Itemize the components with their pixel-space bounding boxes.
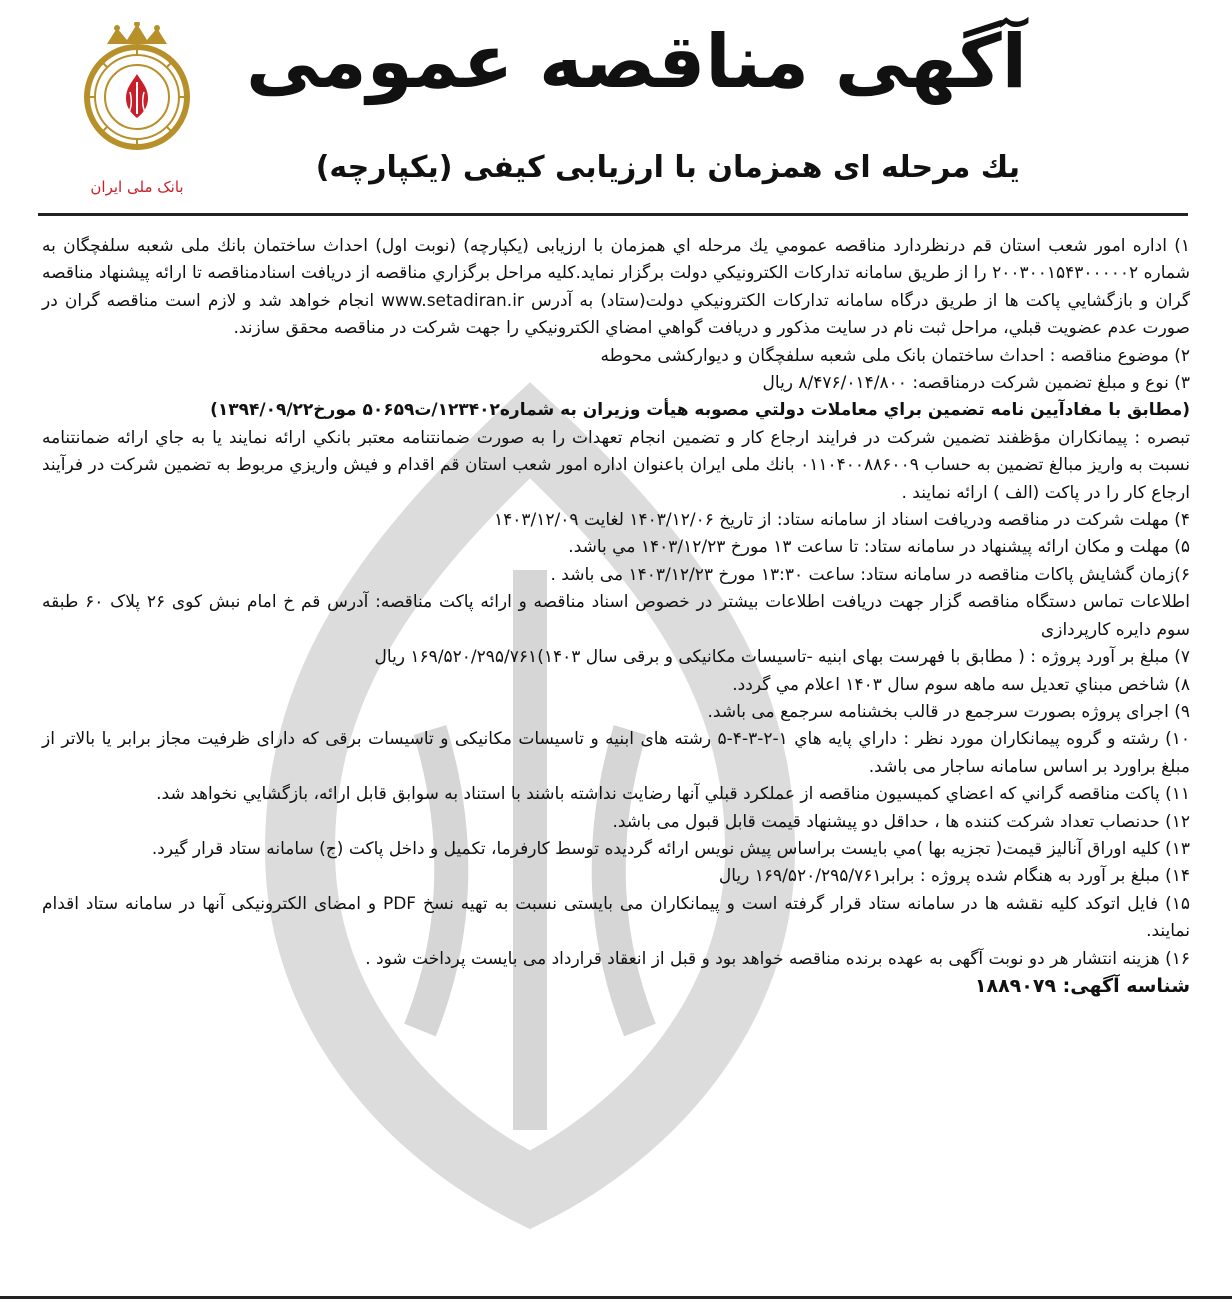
clause-10: ۱۰) رشته و گروه پيمانكاران مورد نظر : داراي پايه هاي ۱-۲-۳-۴-۵ رشته های ابنيه و تاسيسات مكانيكی و تاسيسات برقی كه دارای ظرفيت مجاز برابر يا بالاتر از مبلغ براورد بر اساس سامانه ساجار می باشد.: [42, 729, 1190, 777]
clause-12: ۱۲) حدنصاب تعداد شركت كننده ها ، حداقل دو پيشنهاد قيمت قابل قبول می باشد.: [612, 811, 1190, 832]
clause-14: ۱۴) مبلغ بر آورد به هنگام شده پروژه : برابر۱۶۹/۵۲۰/۲۹۵/۷۶۱ ريال: [718, 866, 1190, 887]
clause-3: ۳) نوع و مبلغ تضمين شركت درمناقصه: ۸/۴۷۶/۰۱۴/۸۰۰ ريال: [762, 373, 1190, 394]
contact-info: اطلاعات تماس دستگاه مناقصه گزار جهت دريافت اطلاعات بيشتر در خصوص اسناد مناقصه و ارائه پاكت مناقصه: آدرس قم خ امام نبش كوی ۲۶ پلاک ۶۰ طبقه سوم دايره كارپردازی: [42, 592, 1190, 640]
ad-identifier: شناسه آگهی: ۱۸۸۹۰۷۹: [974, 974, 1190, 997]
clause-8: ۸) شاخص مبناي تعديل سه ماهه سوم سال ۱۴۰۳ اعلام مي گردد.: [732, 674, 1190, 695]
bank-name-text: بانک ملی ایران: [90, 178, 184, 196]
bank-logo-icon: [82, 22, 192, 202]
clause-2: ۲) موضوع مناقصه : احداث ساختمان بانک ملی شعبه سلفچگان و ديواركشی محوطه: [600, 345, 1190, 366]
clause-5: ۵) مهلت و مكان ارائه پيشنهاد در سامانه ستاد: تا ساعت ۱۳ مورخ ۱۴۰۳/۱۲/۲۳ مي باشد.: [568, 537, 1190, 558]
notice-header: [0, 0, 1232, 215]
clause-13: ۱۳) كليه اوراق آناليز قيمت( تجزيه بها )مي بايست براساس پيش نويس ارائه گرديده توسط كارفرما، تكميل و داخل پاكت (ج) سامانه ستاد قرار گيرد.: [151, 838, 1190, 859]
clause-1: ۱) اداره امور شعب استان قم درنظردارد مناقصه عمومي يك مرحله اي همزمان با ارزيابی (يكپارچه) (نوبت اول) احداث ساختمان بانك ملی شعبه سلفچگان به شماره ۲۰۰۳۰۰۱۵۴۳۰۰۰۰۰۲ را از طريق سامانه تداركات الكترونيكي دولت برگزار نمايد.كليه مراحل برگزاري مناقصه از دريافت اسنادمناقصه تا ارائه پيشنهاد مناقصه گران و بازگشايي پاكت ها از طريق درگاه سامانه تداركات الكترونيكي دولت(ستاد) به آدرس www.setadiran.ir انجام خواهد شد و لازم است مناقصه گران در صورت عدم عضويت قبلي، مراحل ثبت نام در سايت مذكور و دريافت گواهي امضاي الكترونيكي را جهت شركت در مناقصه محقق سازند.: [42, 236, 1191, 339]
page-subtitle: يك مرحله ای همزمان با ارزيابی كيفی (يكپارچه): [315, 150, 1020, 185]
footer-divider: [0, 1296, 1232, 1299]
clause-6: ۶)زمان گشايش پاكات مناقصه در سامانه ستاد: ساعت ۱۳:۳۰ مورخ ۱۴۰۳/۱۲/۲۳ می باشد .: [550, 564, 1190, 585]
guarantee-regulation-note: (مطابق با مفادآيين نامه تضمين براي معاملات دولتي مصوبه هيأت وزيران به شماره۱۲۳۴۰۲/ت۵۰۶۵۹ مورخ۱۳۹۴/۰۹/۲۲): [210, 400, 1190, 421]
clause-11: ۱۱) پاكت مناقصه گراني كه اعضاي كميسيون مناقصه از عملكرد قبلي آنها رضايت نداشته باشند با استناد به سوابق قابل ارائه، بازگشايي نخواهد شد.: [156, 784, 1190, 805]
page-title: آگهی مناقصه عمومی: [246, 19, 1027, 105]
header-divider: [38, 213, 1188, 216]
clause-16: ۱۶) هزينه انتشار هر دو نوبت آگهی به عهده برنده مناقصه خواهد بود و قبل از انعقاد قرارداد می بايست پرداخت شود .: [365, 948, 1190, 969]
notice-body: [42, 233, 1190, 1000]
clause-15: ۱۵) فايل اتوكد كليه نقشه ها در سامانه ستاد قرار گرفته است و پيمانكاران می بايستی نسبت به تهيه نسخ PDF و امضای الكترونيكی آنها در سامانه ستاد اقدام نمايند.: [42, 893, 1190, 942]
clause-7: ۷) مبلغ بر آورد پروژه : ( مطابق با فهرست بهای ابنيه -تاسيسات مكانيكی و برقی سال ۱۴۰۳)۱۶۹/۵۲۰/۲۹۵/۷۶۱ ريال: [374, 647, 1190, 668]
clause-9: ۹) اجرای پروژه بصورت سرجمع در قالب بخشنامه سرجمع می باشد.: [707, 701, 1190, 722]
clause-4: ۴) مهلت شركت در مناقصه ودريافت اسناد از سامانه ستاد: از تاريخ ۱۴۰۳/۱۲/۰۶ لغايت ۱۴۰۳/۱۲/۰۹: [494, 510, 1190, 531]
clause-note: تبصره : پيمانكاران مؤظفند تضمين شركت در فرايند ارجاع كار و تضمين انجام تعهدات را به صورت ضمانتنامه معتبر بانكي ارائه نمايند يا به جاي ارائه ضمانتنامه نسبت به واريز مبالغ تضمين به حساب ۰۱۱۰۴۰۰۸۸۶۰۰۹ بانك ملی ايران باعنوان اداره امور شعب استان قم اقدام و فيش واريزي مربوط به تضمين شركت در فرآيند ارجاع كار را در پاكت (الف ) ارائه نمايند .: [42, 427, 1191, 503]
